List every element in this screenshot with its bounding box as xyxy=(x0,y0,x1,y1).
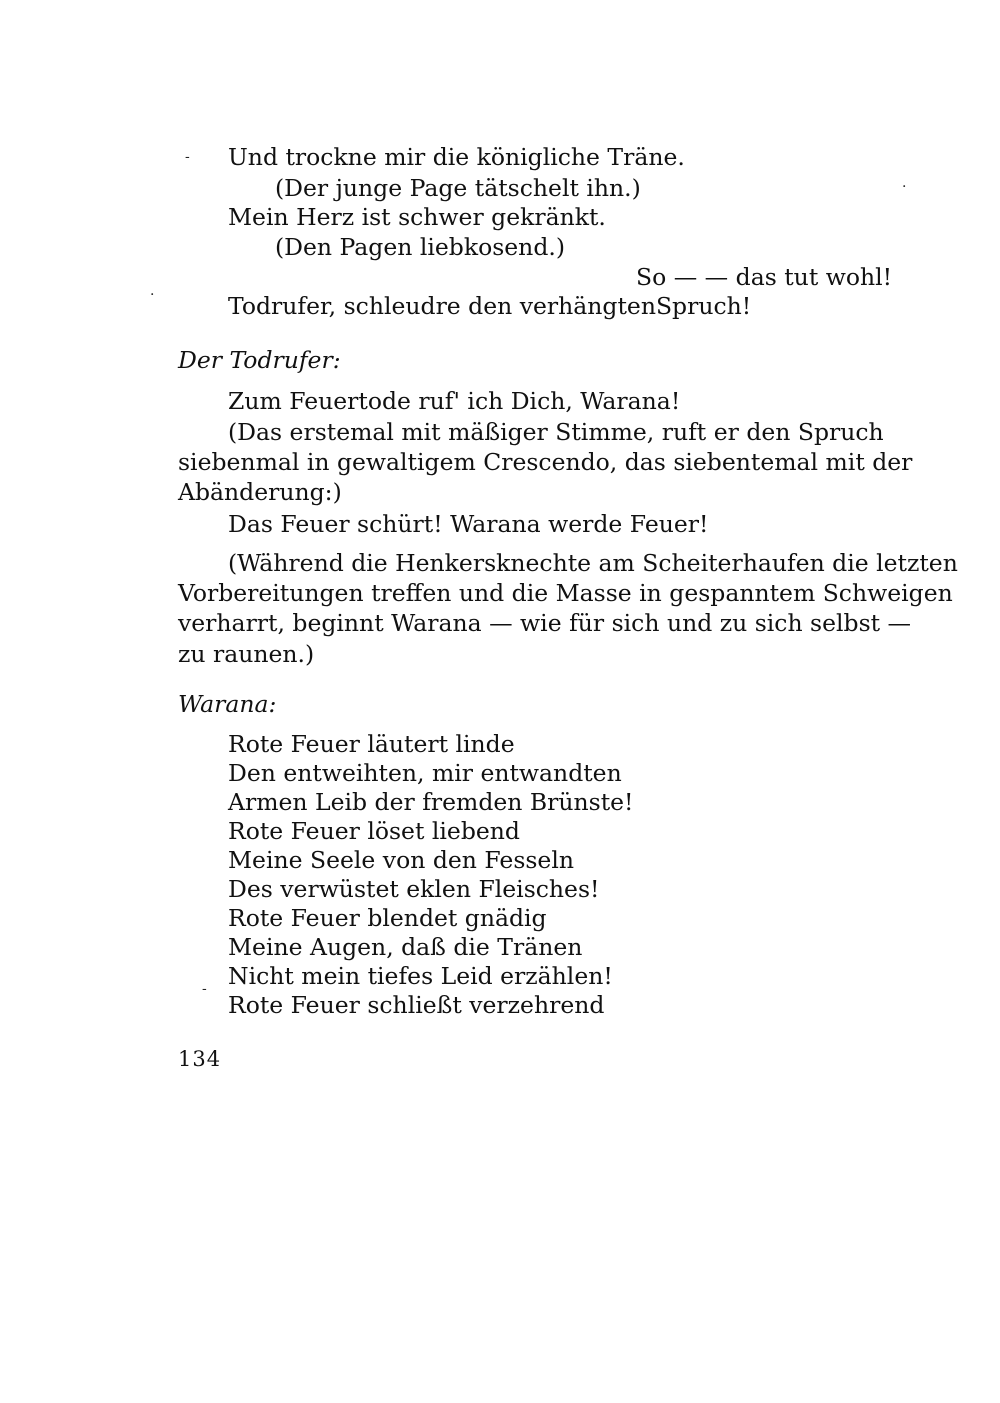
text-line: So — — das tut wohl! xyxy=(636,263,893,291)
speaker-name: Warana: xyxy=(178,690,277,718)
print-mark: - xyxy=(202,981,207,997)
print-mark: · xyxy=(902,179,907,195)
print-mark: - xyxy=(185,149,190,165)
stage-direction: Abänderung:) xyxy=(178,478,342,506)
stage-direction: verharrt, beginnt Warana — wie für sich und zu sich selbst — xyxy=(178,609,912,637)
stage-direction: Vorbereitungen treffen und die Masse in gespanntem Schweigen xyxy=(178,579,953,607)
stage-direction: zu raunen.) xyxy=(178,640,315,668)
stage-direction: (Das erstemal mit mäßiger Stimme, ruft er den Spruch xyxy=(228,418,884,446)
stage-direction: (Während die Henkersknechte am Scheiterhaufen die letzten xyxy=(228,549,958,577)
verse-line: Armen Leib der fremden Brünste! xyxy=(228,788,634,816)
print-mark: · xyxy=(150,287,155,303)
verse-line: Rote Feuer schließt verzehrend xyxy=(228,991,605,1019)
text-line: Und trockne mir die königliche Träne. xyxy=(228,143,685,171)
page-number: 134 xyxy=(178,1047,222,1071)
speaker-name: Der Todrufer: xyxy=(178,346,341,374)
verse-line: Meine Augen, daß die Tränen xyxy=(228,933,583,961)
text-line: Das Feuer schürt! Warana werde Feuer! xyxy=(228,510,709,538)
stage-direction: (Der junge Page tätschelt ihn.) xyxy=(275,174,641,202)
verse-line: Den entweihten, mir entwandten xyxy=(228,759,622,787)
verse-line: Meine Seele von den Fesseln xyxy=(228,846,574,874)
stage-direction: siebenmal in gewaltigem Crescendo, das siebentemal mit der xyxy=(178,448,913,476)
text-line: Todrufer, schleudre den verhängtenSpruch! xyxy=(228,292,752,320)
verse-line: Rote Feuer läutert linde xyxy=(228,730,515,758)
verse-line: Rote Feuer löset liebend xyxy=(228,817,520,845)
verse-line: Des verwüstet eklen Fleisches! xyxy=(228,875,600,903)
verse-line: Rote Feuer blendet gnädig xyxy=(228,904,547,932)
stage-direction: (Den Pagen liebkosend.) xyxy=(275,233,565,261)
verse-line: Nicht mein tiefes Leid erzählen! xyxy=(228,962,613,990)
text-line: Zum Feuertode ruf' ich Dich, Warana! xyxy=(228,387,681,415)
text-line: Mein Herz ist schwer gekränkt. xyxy=(228,203,606,231)
